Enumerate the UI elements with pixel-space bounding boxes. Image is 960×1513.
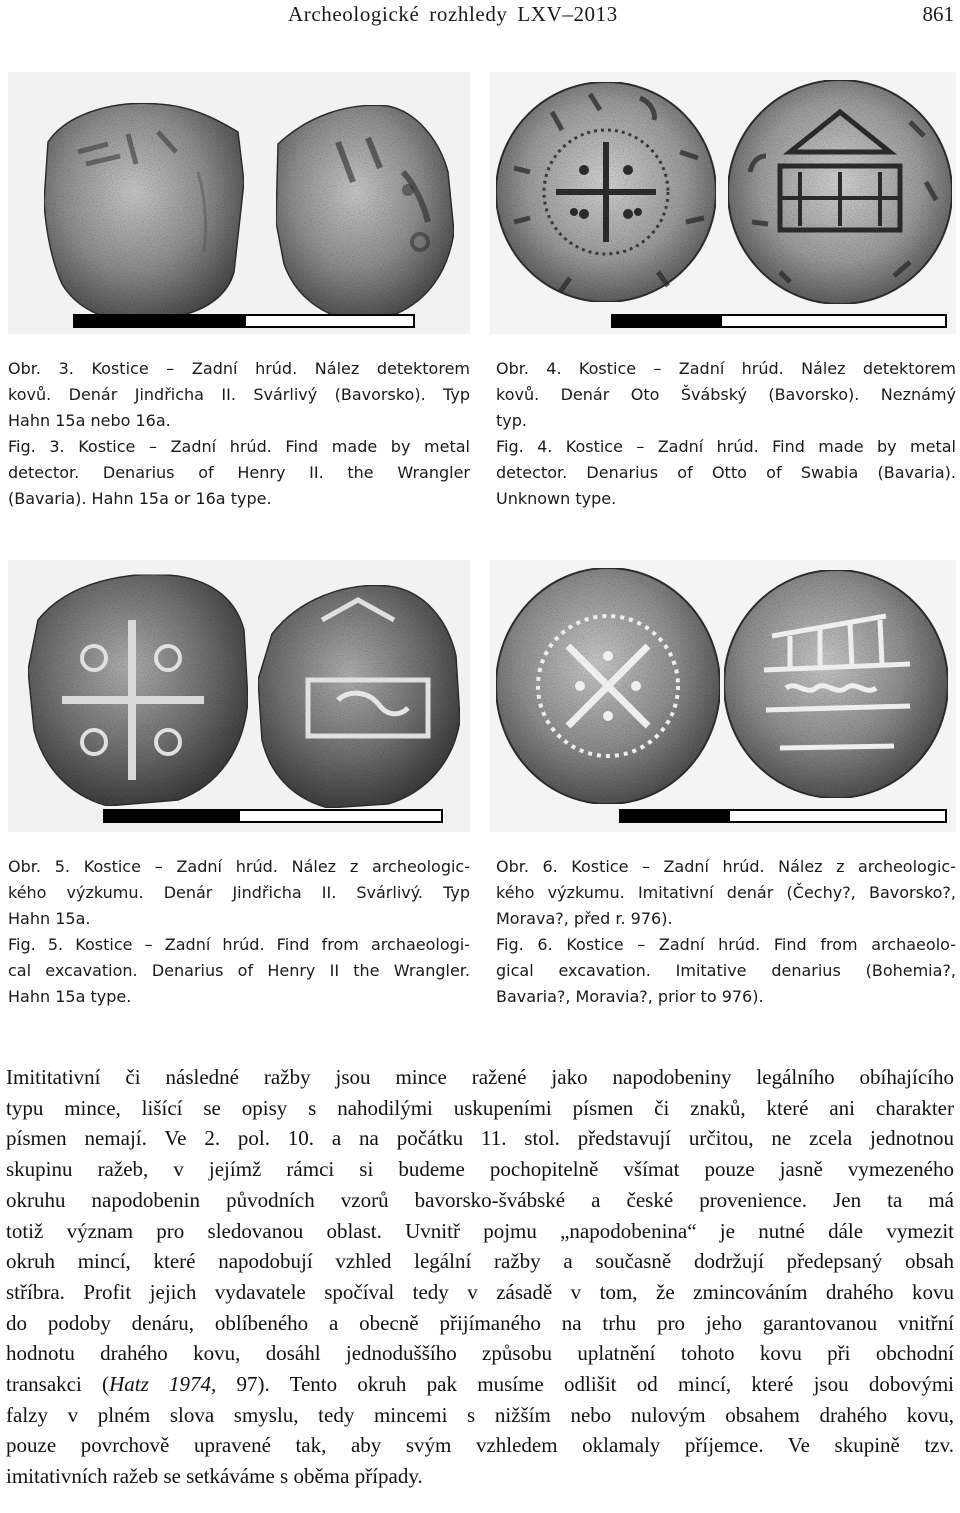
caption-line: Hahn 15a. [8, 909, 91, 928]
body-line: stříbra. Profit jejich vydavatele spočíval tedy v zásadě v tom, že zmincováním drahého kovu [6, 1279, 954, 1304]
caption-line: Obr. 6. Kostice – Zadní hrúd. Nález z archeologic- [496, 857, 956, 876]
figure-3-caption [8, 356, 470, 512]
caption-line: Fig. 5. Kostice – Zadní hrúd. Find from archaeologi- [8, 935, 470, 954]
body-line: pouze povrchově upravené tak, aby svým vzhledem oklamaly příjemce. Ve skupině tzv. [6, 1433, 954, 1458]
body-line: okruhu napodobenin původních vzorů bavorsko-švábské a české provenience. Jen ta má [6, 1187, 954, 1212]
figure-5-caption [8, 854, 470, 1010]
caption-line: Fig. 3. Kostice – Zadní hrúd. Find made by metal [8, 437, 470, 456]
caption-line: kého výzkumu. Denár Jindřicha II. Svárlivý. Typ [8, 883, 470, 902]
caption-line: cal excavation. Denarius of Henry II the Wrangler. [8, 961, 470, 980]
figure-6-plate [490, 560, 956, 832]
running-header [0, 2, 960, 28]
caption-line: Hahn 15a type. [8, 987, 132, 1006]
figure-4-caption [496, 356, 956, 512]
journal-title: Archeologické rozhledy LXV–2013 [288, 2, 618, 26]
coin-fragment-obverse [44, 103, 244, 322]
body-line: písmen nemají. Ve 2. pol. 10. a na počátku 11. stol. představují určitou, ne zcela jednotnou [6, 1126, 954, 1151]
caption-line: (Bavaria). Hahn 15a or 16a type. [8, 489, 272, 508]
body-line: totiž význam pro sledovanou oblast. Uvnitř pojmu „napodobenina“ je nutné dále vymezit [6, 1218, 954, 1243]
figure-3-plate [8, 72, 470, 334]
caption-line: Fig. 4. Kostice – Zadní hrúd. Find made by metal [496, 437, 956, 456]
body-line: imitativních ražeb se setkáváme s oběma případy. [6, 1464, 423, 1489]
body-line: do podoby denáru, oblíbeného a obecně přijímaného na trhu pro jeho garantovanou vnitřní [6, 1310, 954, 1335]
figure-6-caption [496, 854, 956, 1010]
caption-line: kovů. Denár Jindřicha II. Svárlivý (Bavorsko). Typ [8, 385, 470, 404]
caption-line: detector. Denarius of Henry II. the Wrangler [8, 463, 470, 482]
citation-author: Hatz 1974 [109, 1372, 211, 1397]
caption-line: Unknown type. [496, 489, 617, 508]
caption-line: typ. [496, 411, 527, 430]
coin-fragment-obverse [28, 575, 248, 806]
body-line: transakci (Hatz 1974, 97). Tento okruh pak musíme odlišit od mincí, které jsou dobovými [6, 1372, 954, 1397]
figure-4-plate [490, 72, 956, 334]
caption-line: detector. Denarius of Otto of Swabia (Bavaria). [496, 463, 956, 482]
caption-line: Morava?, před r. 976). [496, 909, 673, 928]
caption-line: Hahn 15a nebo 16a. [8, 411, 171, 430]
body-line: typu mince, lišící se opisy s nahodilými uskupeními písmen či znaků, které ani charakter [6, 1095, 954, 1120]
caption-line: kého výzkumu. Imitativní denár (Čechy?, Bavorsko?, [496, 883, 956, 902]
figure-5-plate [8, 560, 470, 832]
caption-line: Obr. 3. Kostice – Zadní hrúd. Nález detektorem [8, 359, 470, 378]
coin-reverse [724, 570, 948, 798]
caption-line: gical excavation. Imitative denarius (Bohemia?, [496, 961, 956, 980]
body-line: hodnotu drahého kovu, dosáhl jednoduššího způsobu uplatnění tohoto kovu při obchodní [6, 1341, 954, 1366]
body-line: falzy v plném slova smyslu, tedy mincemi s nižším nebo nulovým obsahem drahého kovu, [6, 1402, 954, 1427]
caption-line: Obr. 5. Kostice – Zadní hrúd. Nález z archeologic- [8, 857, 470, 876]
body-line: okruh mincí, které napodobují vzhled legální ražby a současně dodržují předepsaný obsah [6, 1249, 954, 1274]
body-paragraph [6, 1062, 954, 1492]
page-number: 861 [922, 2, 954, 26]
body-line: skupinu ražeb, v jejímž rámci si budeme pochopitelně všímat pouze jasně vymezeného [6, 1157, 954, 1182]
caption-line: Fig. 6. Kostice – Zadní hrúd. Find from archaeolo- [496, 935, 956, 954]
caption-line: Bavaria?, Moravia?, prior to 976). [496, 987, 764, 1006]
caption-line: kovů. Denár Oto Švábský (Bavorsko). Neznámý [496, 385, 956, 404]
caption-line: Obr. 4. Kostice – Zadní hrúd. Nález detektorem [496, 359, 956, 378]
body-line: Imititativní či následné ražby jsou mince ražené jako napodobeniny legálního obíhajícího [6, 1065, 954, 1089]
